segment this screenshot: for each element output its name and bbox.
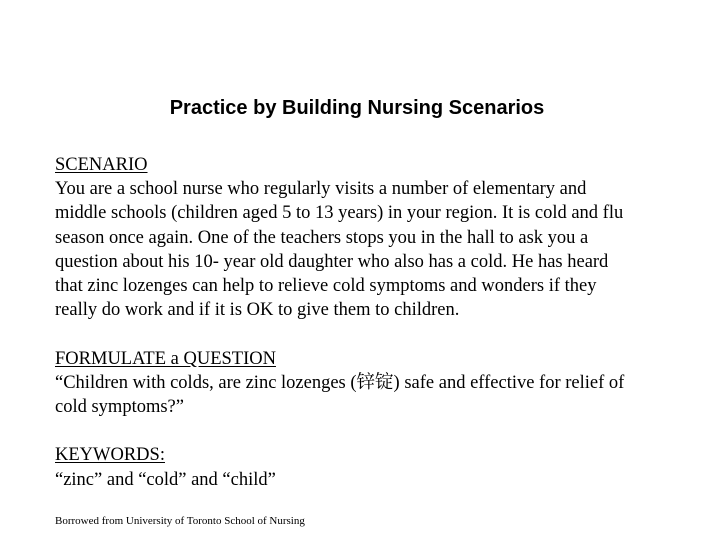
scenario-heading: SCENARIO: [55, 155, 148, 175]
question-section: [55, 347, 695, 420]
scenario-line: season once again. One of the teachers stops you in the hall to ask you a: [55, 227, 589, 248]
source-credit: Borrowed from University of Toronto School of Nursing: [55, 515, 305, 527]
question-heading: FORMULATE a QUESTION: [55, 348, 276, 369]
section-spacer: [55, 322, 695, 346]
scenario-section: [55, 153, 695, 322]
keywords-section: [55, 443, 695, 491]
question-line: “Children with colds, are zinc lozenges (锌锭) safe and effective for relief of: [55, 372, 625, 393]
scenario-line: really do work and if it is OK to give them to children.: [55, 300, 460, 321]
scenario-line: You are a school nurse who regularly visits a number of elementary and: [55, 179, 587, 200]
slide-title: Practice by Building Nursing Scenarios: [169, 97, 545, 119]
scenario-line: middle schools (children aged 5 to 13 years) in your region. It is cold and flu: [55, 203, 624, 224]
keywords-heading: KEYWORDS:: [55, 445, 165, 466]
slide-body: [55, 153, 695, 492]
scenario-line: question about his 10- year old daughter who also has a cold. He has heard: [55, 251, 609, 272]
keywords-line: “zinc” and “cold” and “child”: [55, 469, 276, 490]
section-spacer: [55, 419, 695, 443]
scenario-line: that zinc lozenges can help to relieve cold symptoms and wonders if they: [55, 276, 597, 297]
question-line: cold symptoms?”: [55, 397, 184, 418]
